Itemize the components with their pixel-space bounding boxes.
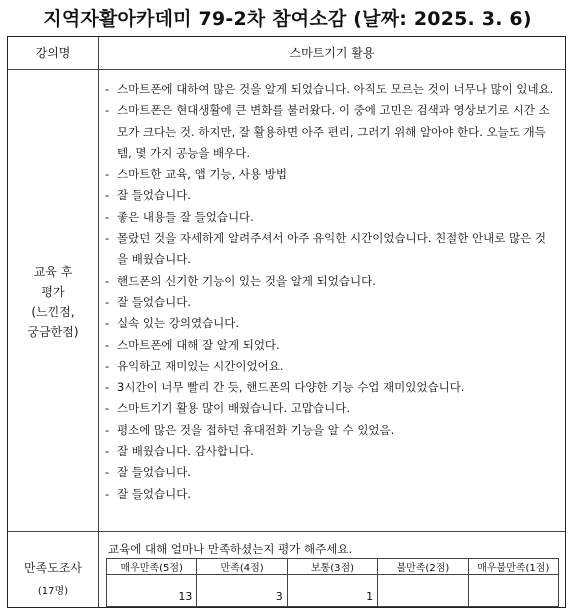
- score-value-row: [107, 575, 559, 607]
- score-header: 매우불만족(1점): [468, 559, 558, 575]
- list-item: - 유익하고 재미있는 시간이었어요.: [105, 356, 557, 377]
- list-item: - 잘 배웠습니다. 감사합니다.: [105, 441, 557, 462]
- list-item: - 잘 들었습니다.: [105, 462, 557, 483]
- score-value: 3: [197, 575, 287, 607]
- score-value: [378, 575, 468, 607]
- evaluation-label: 교육 후 평가 (느낀점, 궁금한점): [27, 265, 79, 339]
- list-item: - 스마트폰에 대해 잘 알게 되었다.: [105, 335, 557, 356]
- list-item: - 스마트폰은 현대생활에 큰 변화를 불러왔다. 이 중에 고민은 검색과 영상보기로 시간 소모가 크다는 것. 하지만, 잘 활용하면 아주 편리, 그러기 위해 알아야 한다. 오늘도 개득템, 몇 가지 공능을 배우다.: [105, 100, 557, 164]
- score-value: 1: [287, 575, 377, 607]
- score-value: 13: [107, 575, 197, 607]
- row-divider-satisfaction: [8, 531, 565, 532]
- respondent-count: (17명): [37, 586, 69, 597]
- satisfaction-label: 만족도조사: [24, 561, 82, 575]
- column-divider: [98, 37, 99, 607]
- list-item: - 평소에 많은 것을 접하던 휴대전화 기능을 알 수 있었음.: [105, 420, 557, 441]
- score-table: [106, 558, 559, 607]
- row-divider-header: [8, 69, 565, 70]
- list-item: - 몰랐던 것을 자세하게 알려주셔서 아주 유익한 시간이었습니다. 친절한 안내로 많은 것을 배웠습니다.: [105, 228, 557, 271]
- score-header: 매우만족(5점): [107, 559, 197, 575]
- survey-table: [7, 36, 566, 608]
- list-item: - 잘 들었습니다.: [105, 185, 557, 206]
- score-header: 불만족(2점): [378, 559, 468, 575]
- list-item: - 스마트한 교육, 앱 기능, 사용 방법: [105, 164, 557, 185]
- course-label: 강의명: [35, 46, 71, 60]
- list-item: - 3시간이 너무 빨리 간 듯, 핸드폰의 다양한 기능 수업 재미있었습니다.: [105, 377, 557, 398]
- list-item: - 잘 들었습니다.: [105, 292, 557, 313]
- comment-list: [105, 79, 557, 505]
- score-header: 보통(3점): [287, 559, 377, 575]
- satisfaction-question: 교육에 대해 얼마나 만족하셨는지 평가 해주세요.: [108, 542, 353, 556]
- course-name: 스마트기기 활용: [289, 46, 375, 60]
- score-value: [468, 575, 558, 607]
- list-item: - 핸드폰의 신기한 기능이 있는 것을 알게 되었습니다.: [105, 271, 557, 292]
- list-item: - 잘 들었습니다.: [105, 484, 557, 505]
- list-item: - 스마트폰에 대하여 많은 것을 알게 되었습니다. 아직도 모르는 것이 너무나 많이 있네요.: [105, 79, 557, 100]
- page-title: 지역자활아카데미 79-2차 참여소감 (날짜: 2025. 3. 6): [43, 8, 532, 30]
- score-header: 만족(4점): [197, 559, 287, 575]
- list-item: - 스마트기기 활용 많이 배웠습니다. 고맙습니다.: [105, 398, 557, 419]
- list-item: - 실속 있는 강의였습니다.: [105, 313, 557, 334]
- score-header-row: [107, 559, 559, 575]
- list-item: - 좋은 내용들 잘 들었습니다.: [105, 207, 557, 228]
